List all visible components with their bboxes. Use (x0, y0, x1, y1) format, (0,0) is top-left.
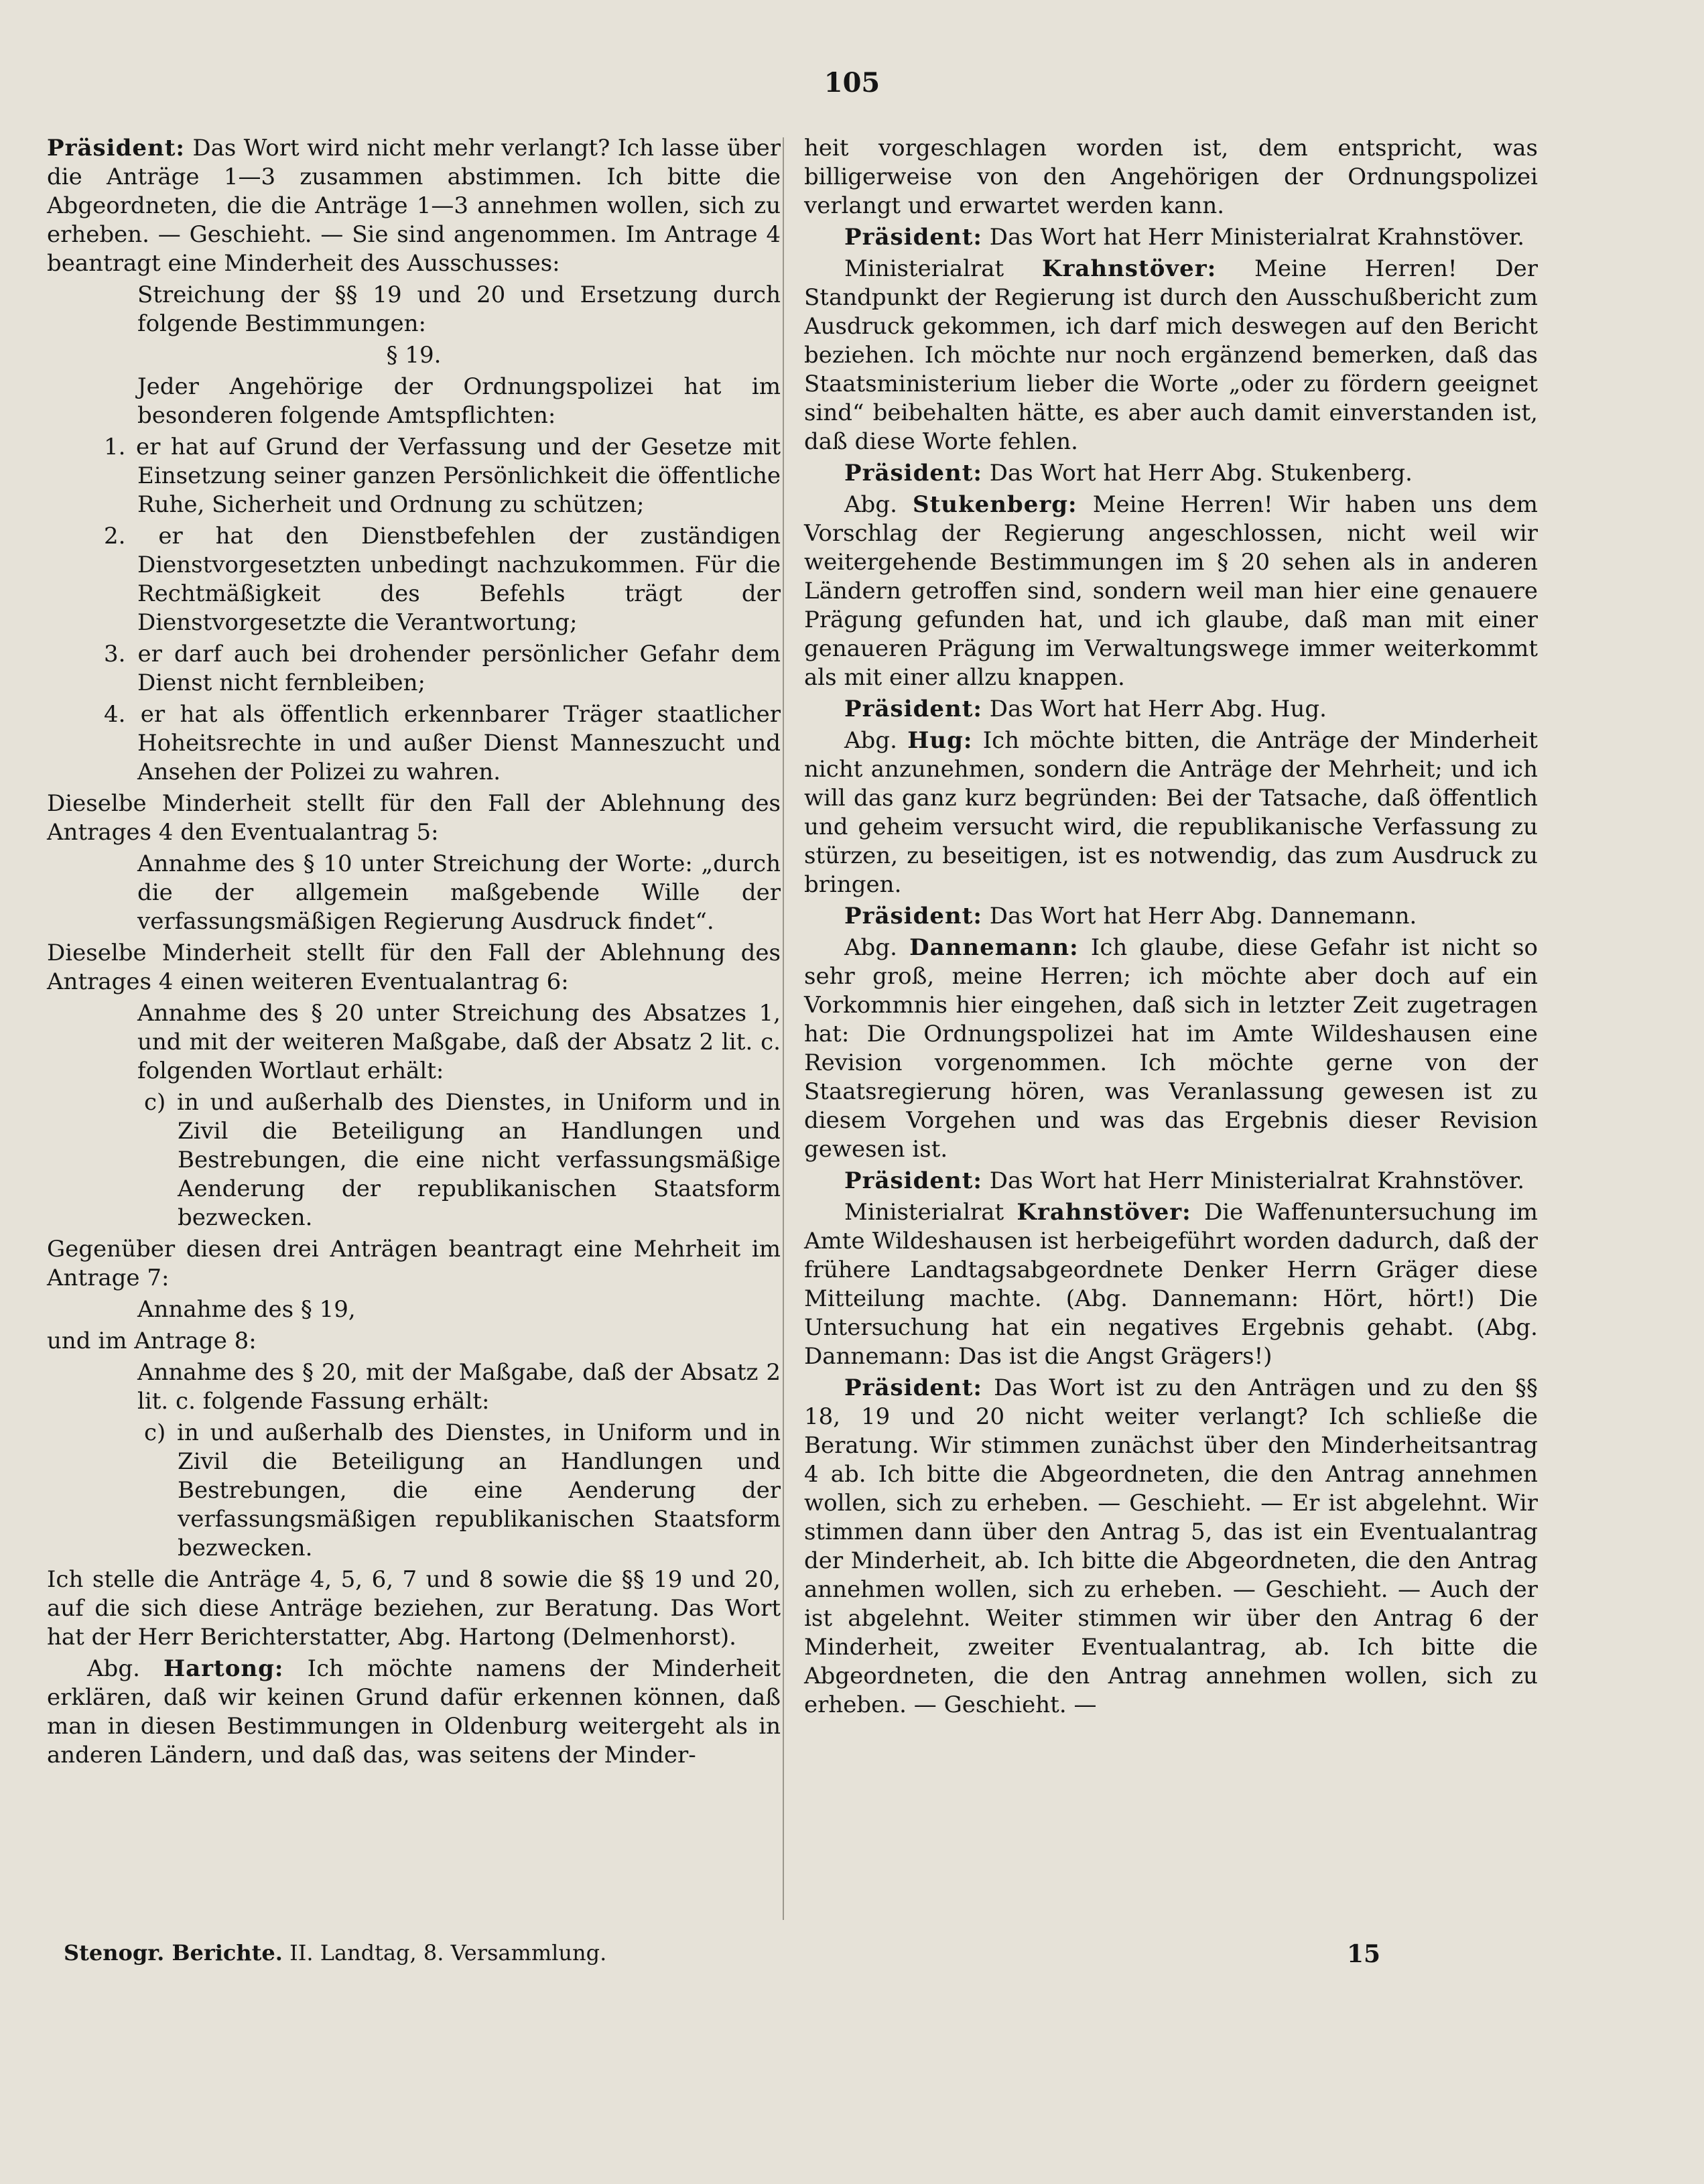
paragraph: und im Antrage 8: (47, 1328, 257, 1354)
paragraph: Annahme des § 20 unter Streichung des Absatzes 1, und mit der weiteren Maßgabe, daß der Absatz 2 lit. c. folgenden Wortlaut erhält: (137, 1000, 781, 1084)
paragraph-text: Ich möchte bitten, die Anträge der Minderheit nicht anzunehmen, sondern die Anträge der Mehrheit; und ich will das ganz kurz begründen: Bei der Tatsache, daß öffentlich und geheim versucht wird, die republikanische Verfassung zu stürzen, zu beseitigen, ist es notwendig, das zum Ausdruck zu bringen. (804, 727, 1538, 898)
footer-source-detail: II. Landtag, 8. Versammlung. (289, 1940, 607, 1966)
paragraph-text: Das Wort hat Herr Abg. Stukenberg. (989, 460, 1413, 487)
speaker-prefix: Abg. (87, 1655, 140, 1682)
footer-sheet-number: 15 (1347, 1940, 1381, 1968)
paragraph (804, 491, 1538, 692)
speaker-name: Präsident: (844, 1374, 982, 1401)
list-item: 1. er hat auf Grund der Verfassung und der Gesetze mit Einsetzung seiner ganzen Persönlichkeit die öffentliche Ruhe, Sicherheit und Ordnung zu schützen; (104, 434, 781, 518)
paragraph: Annahme des § 10 unter Streichung der Worte: „durch die der allgemein maßgebende Wille der verfassungsmäßigen Regierung Ausdruck findet“. (137, 850, 781, 935)
speaker-name: Präsident: (844, 903, 982, 929)
page-number: 105 (824, 67, 880, 99)
speaker-name: Präsident: (844, 224, 982, 251)
speaker-name: Hartong: (163, 1655, 284, 1682)
paragraph (804, 1198, 1538, 1371)
list-item: 4. er hat als öffentlich erkennbarer Träger staatlicher Hoheitsrechte in und außer Dienst Manneszucht und Ansehen der Polizei zu wahren. (104, 701, 781, 785)
speaker-name: Präsident: (844, 1167, 982, 1194)
paragraph-text: Das Wort wird nicht mehr verlangt? Ich lasse über die Anträge 1—3 zusammen abstimmen. Ich bitte die Abgeordneten, die die Anträge 1—3 annehmen wollen, sich zu erheben. — Geschieht. — Sie sind angenommen. Im Antrage 4 beantragt eine Minderheit des Ausschusses: (47, 135, 781, 277)
list-item: c) in und außerhalb des Dienstes, in Uniform und in Zivil die Beteiligung an Handlungen und Bestrebungen, die eine nicht verfassungsmäßige Aenderung der republikanischen Staatsform bezwecken. (144, 1089, 781, 1231)
paragraph: Gegenüber diesen drei Anträgen beantragt eine Mehrheit im Antrage 7: (47, 1236, 781, 1291)
paragraph (804, 1167, 1538, 1196)
speaker-prefix: Ministerialrat (844, 255, 1004, 282)
speaker-name: Krahnstöver: (1017, 1199, 1191, 1226)
footer-source (64, 1940, 606, 1966)
paragraph-text: Das Wort hat Herr Ministerialrat Krahnstöver. (989, 224, 1525, 251)
paragraph (804, 695, 1538, 724)
paragraph (804, 726, 1538, 899)
paragraph: Ich stelle die Anträge 4, 5, 6, 7 und 8 sowie die §§ 19 und 20, auf die sich diese Anträge beziehen, zur Beratung. Das Wort hat der Herr Berichterstatter, Abg. Hartong (Delmenhorst). (47, 1566, 781, 1651)
column-divider (783, 137, 784, 1920)
paragraph-text: Das Wort hat Herr Ministerialrat Krahnstöver. (989, 1167, 1525, 1194)
paragraph (47, 1655, 781, 1770)
left-column (47, 134, 781, 1773)
list-item: c) in und außerhalb des Dienstes, in Uniform und in Zivil die Beteiligung an Handlungen und Bestrebungen, die eine Aenderung der verfassungsmäßigen republikanischen Staatsform bezwecken. (144, 1419, 781, 1561)
footer-source-title: Stenogr. Berichte. (64, 1940, 283, 1966)
section-heading: § 19. (386, 342, 442, 369)
speaker-prefix: Abg. (844, 491, 897, 518)
speaker-prefix: Abg. (844, 934, 897, 961)
speaker-name: Dannemann: (909, 934, 1079, 961)
paragraph: Annahme des § 19, (137, 1296, 356, 1323)
speaker-prefix: Ministerialrat (844, 1199, 1004, 1226)
paragraph (804, 902, 1538, 931)
paragraph-text: Das Wort hat Herr Abg. Hug. (989, 696, 1327, 722)
speaker-prefix: Abg. (844, 727, 897, 754)
paragraph: Streichung der §§ 19 und 20 und Ersetzung durch folgende Bestimmungen: (137, 281, 781, 337)
paragraph-text: Das Wort ist zu den Anträgen und zu den §§ 18, 19 und 20 nicht weiter verlangt? Ich schließe die Beratung. Wir stimmen zunächst über den Minderheitsantrag 4 ab. Ich bitte die Abgeordneten, die den Antrag annehmen wollen, sich zu erheben. — Geschieht. — Er ist abgelehnt. Wir stimmen dann über den Antrag 5, das ist ein Eventualantrag der Minderheit, ab. Ich bitte die Abgeordneten, die den Antrag annehmen wollen, sich zu erheben. — Geschieht. — Auch der ist abgelehnt. Weiter stimmen wir über den Antrag 6 der Minderheit, zweiter Eventualantrag, ab. Ich bitte die Abgeordneten, die den Antrag annehmen wollen, sich zu erheben. — Geschieht. — (804, 1374, 1538, 1718)
paragraph-text: Meine Herren! Wir haben uns dem Vorschlag der Regierung angeschlossen, nicht weil wir weitergehende Bestimmungen im § 20 sehen als in anderen Ländern getroffen sind, sondern weil man hier eine genauere Prägung gefunden hat, und ich glaube, daß man mit einer genaueren Prägung im Verwaltungswege immer weiterkommt als mit einer allzu knappen. (804, 491, 1538, 691)
speaker-name: Präsident: (844, 696, 982, 722)
paragraph (804, 255, 1538, 456)
paragraph: heit vorgeschlagen worden ist, dem entspricht, was billigerweise von den Angehörigen der Ordnungspolizei verlangt und erwartet werden kann. (804, 135, 1538, 219)
speaker-name: Stukenberg: (913, 491, 1077, 518)
paragraph-text: Meine Herren! Der Standpunkt der Regierung ist durch den Ausschußbericht zum Ausdruck gekommen, ich darf mich deswegen auf den Bericht beziehen. Ich möchte nur noch ergänzend bemerken, daß das Staatsministerium lieber die Worte „oder zu fördern geeignet sind“ beibehalten hätte, es aber auch damit einverstanden ist, daß diese Worte fehlen. (804, 255, 1538, 455)
paragraph: Jeder Angehörige der Ordnungspolizei hat im besonderen folgende Amtspflichten: (137, 373, 781, 429)
list-item: 2. er hat den Dienstbefehlen der zuständigen Dienstvorgesetzten unbedingt nachzukommen. Für die Rechtmäßigkeit des Befehls trägt der Dienstvorgesetzte die Verantwortung; (104, 523, 781, 636)
paragraph: Dieselbe Minderheit stellt für den Fall der Ablehnung des Antrages 4 den Eventualantrag 5: (47, 790, 781, 846)
paragraph (804, 1374, 1538, 1720)
paragraph-text: Ich glaube, diese Gefahr ist nicht so sehr groß, meine Herren; ich möchte aber doch auf ein Vorkommnis hier eingehen, daß sich in letzter Zeit zugetragen hat: Die Ordnungspolizei hat im Amte Wildeshausen eine Revision vorgenommen. Ich möchte gerne von der Staatsregierung hören, was Veranlassung gewesen ist zu diesem Vorgehen und was das Ergebnis dieser Revision gewesen ist. (804, 934, 1538, 1163)
paragraph-text: Die Waffenuntersuchung im Amte Wildeshausen ist herbeigeführt worden dadurch, daß der frühere Landtagsabgeordnete Denker Herrn Gräger diese Mitteilung machte. (Abg. Dannemann: Hört, hört!) Die Untersuchung hat ein negatives Ergebnis gehabt. (Abg. Dannemann: Das ist die Angst Grägers!) (804, 1199, 1538, 1370)
paragraph: Annahme des § 20, mit der Maßgabe, daß der Absatz 2 lit. c. folgende Fassung erhält: (137, 1359, 781, 1415)
paragraph-text: Ich möchte namens der Minderheit erklären, daß wir keinen Grund dafür erkennen können, daß man in diesen Bestimmungen in Oldenburg weitergeht als in anderen Ländern, und daß das, was seitens der Minder- (47, 1655, 781, 1769)
speaker-name: Präsident: (47, 135, 185, 162)
right-column (804, 134, 1538, 1722)
paragraph (47, 134, 781, 278)
paragraph (804, 459, 1538, 488)
paragraph-text: Das Wort hat Herr Abg. Dannemann. (989, 903, 1417, 929)
speaker-name: Hug: (907, 727, 973, 754)
speaker-name: Präsident: (844, 460, 982, 487)
paragraph (804, 934, 1538, 1164)
paragraph (804, 223, 1538, 252)
speaker-name: Krahnstöver: (1041, 255, 1217, 282)
paragraph: Dieselbe Minderheit stellt für den Fall der Ablehnung des Antrages 4 einen weiteren Eventualantrag 6: (47, 940, 781, 995)
list-item: 3. er darf auch bei drohender persönlicher Gefahr dem Dienst nicht fernbleiben; (104, 641, 781, 696)
